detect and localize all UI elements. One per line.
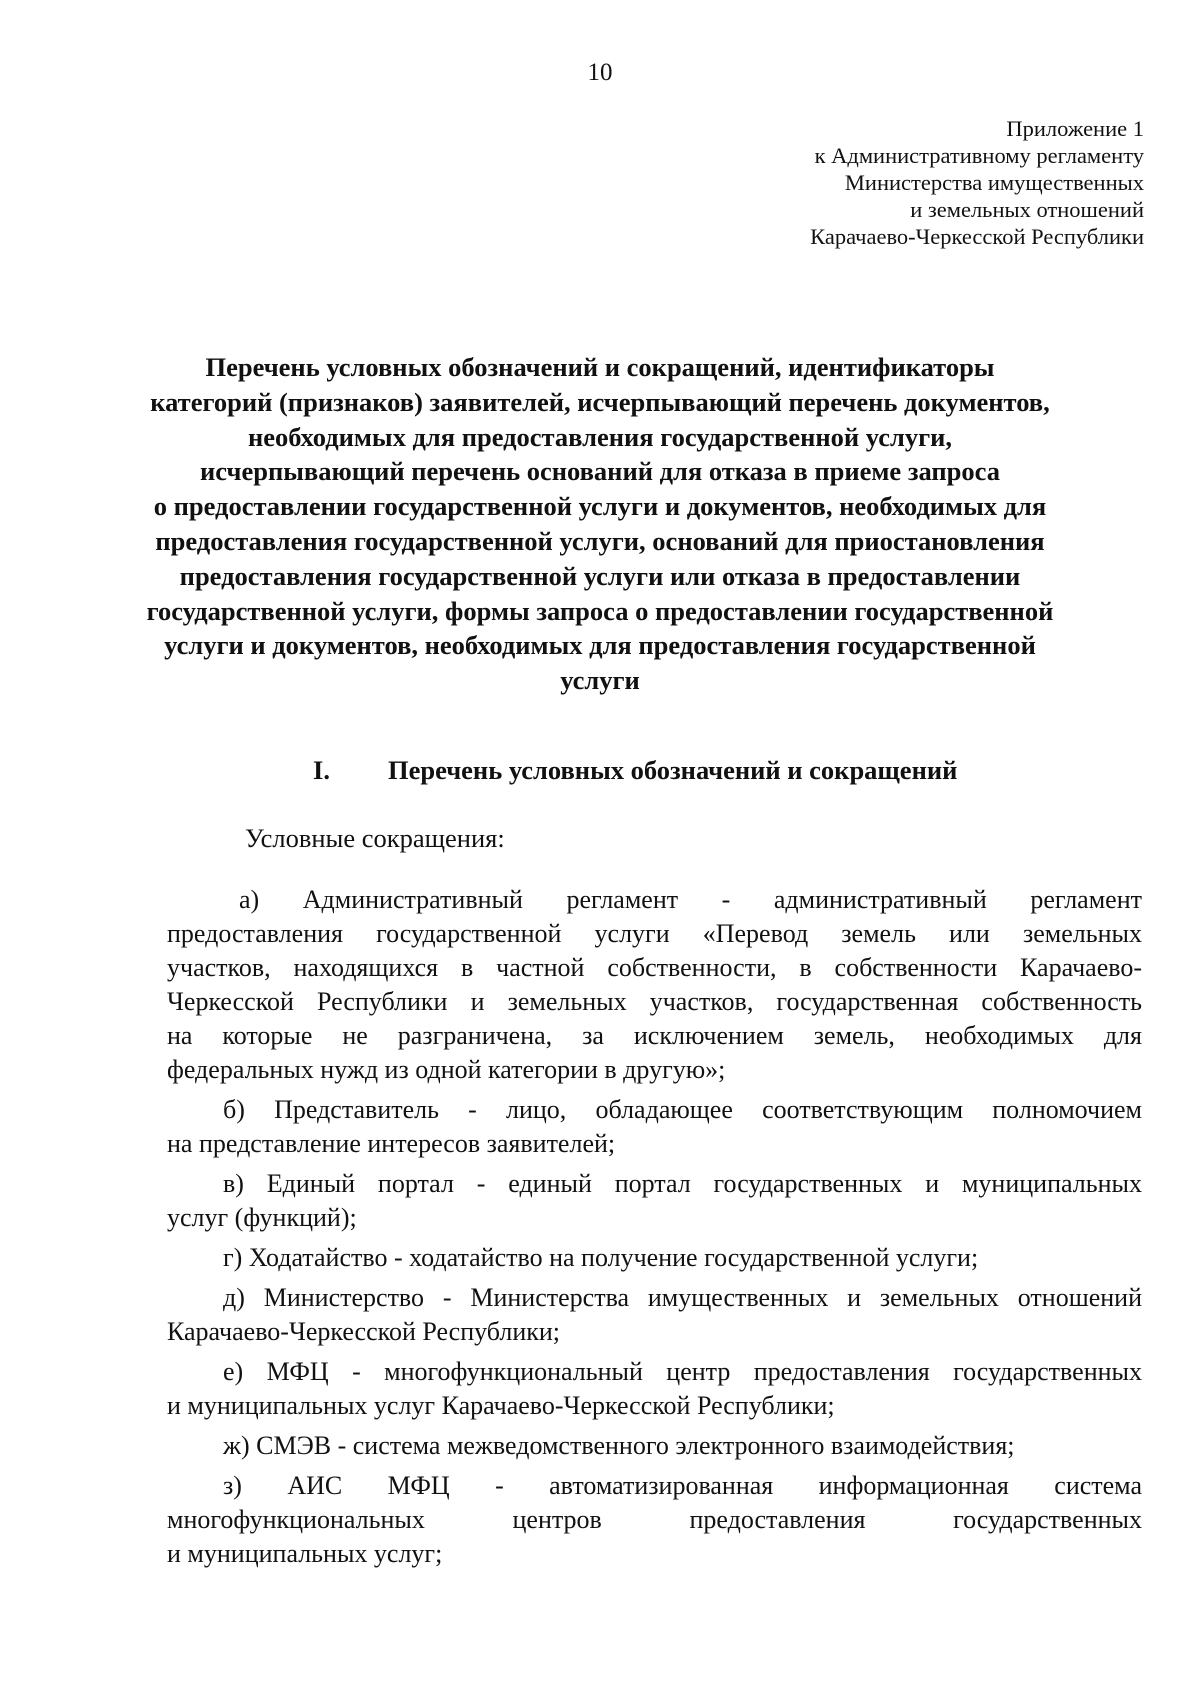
list-item-line: федеральных нужд из одной категории в другую»; <box>167 1055 726 1084</box>
list-item-a-cont <box>167 917 1142 1087</box>
list-item-line: многофункциональных центров предоставления государственных <box>167 1505 1142 1534</box>
list-item-line: Карачаево-Черкесской Республики; <box>167 1317 561 1346</box>
section-number: I. <box>313 755 330 785</box>
list-item-line: и муниципальных услуг; <box>167 1539 443 1568</box>
list-item-d <box>167 1281 1142 1315</box>
list-item-line: предоставления государственной услуги «Перевод земель или земельных <box>167 919 1142 948</box>
appendix-line: Карачаево-Черкесской Республики <box>810 224 1144 249</box>
list-item-line: ж) СМЭВ - система межведомственного электронного взаимодействия; <box>223 1431 1015 1460</box>
list-item-a <box>167 883 1142 917</box>
list-item-line: в) Единый портал - единый портал государственных и муниципальных <box>223 1169 1142 1198</box>
title-line: предоставления государственной услуги, оснований для приостановления <box>155 525 1045 556</box>
title-line: предоставления государственной услуги или отказа в предоставлении <box>179 560 1021 591</box>
list-item-g <box>167 1241 1142 1275</box>
list-item-v <box>167 1167 1142 1201</box>
list-item-line: б) Представитель - лицо, обладающее соответствующим полномочием <box>223 1095 1142 1124</box>
title-line: о предоставлении государственной услуги и документов, необходимых для <box>153 491 1047 522</box>
list-item-zh <box>167 1429 1142 1463</box>
section-title: Перечень условных обозначений и сокращений <box>388 755 958 785</box>
title-line: услуги <box>560 665 640 696</box>
title-line: категорий (признаков) заявителей, исчерпывающий перечень документов, <box>150 386 1050 417</box>
appendix-line: и земельных отношений <box>910 197 1144 222</box>
appendix-block <box>810 115 1144 250</box>
title-line: государственной услуги, формы запроса о предоставлении государственной <box>146 595 1054 626</box>
list-item-line: участков, находящихся в частной собственности, в собственности Карачаево- <box>167 953 1142 982</box>
abbreviations-intro: Условные сокращения: <box>245 823 505 853</box>
title-line: исчерпывающий перечень оснований для отказа в приеме запроса <box>200 456 1000 487</box>
list-item-line: на представление интересов заявителей; <box>167 1129 616 1158</box>
list-item-line: на которые не разграничена, за исключением земель, необходимых для <box>167 1021 1142 1050</box>
list-item-line: г) Ходатайство - ходатайство на получение государственной услуги; <box>223 1243 979 1272</box>
abbreviations-list <box>167 883 1142 1571</box>
list-item-line: услуг (функций); <box>167 1203 357 1232</box>
list-item-line: а) Административный регламент - административный регламент <box>239 885 1142 914</box>
list-item-e <box>167 1355 1142 1389</box>
document-title <box>80 350 1120 698</box>
title-line: услуги и документов, необходимых для предоставления государственной <box>164 630 1036 661</box>
appendix-line: Приложение 1 <box>1006 116 1144 141</box>
list-item-line: и муниципальных услуг Карачаево-Черкесской Республики; <box>167 1391 835 1420</box>
page-number: 10 <box>587 59 613 86</box>
list-item-line: Черкесской Республики и земельных участков, государственная собственность <box>167 987 1142 1016</box>
title-line: Перечень условных обозначений и сокращений, идентификаторы <box>205 352 995 382</box>
appendix-line: Министерства имущественных <box>844 170 1144 195</box>
appendix-line: к Административному регламенту <box>814 143 1144 168</box>
list-item-line: д) Министерство - Министерства имущественных и земельных отношений <box>223 1283 1142 1312</box>
title-line: необходимых для предоставления государственной услуги, <box>247 421 953 452</box>
list-item-z <box>167 1469 1142 1503</box>
list-item-line: з) АИС МФЦ - автоматизированная информационная система <box>223 1471 1142 1500</box>
list-item-b <box>167 1093 1142 1127</box>
list-item-line: е) МФЦ - многофункциональный центр предоставления государственных <box>223 1357 1142 1386</box>
